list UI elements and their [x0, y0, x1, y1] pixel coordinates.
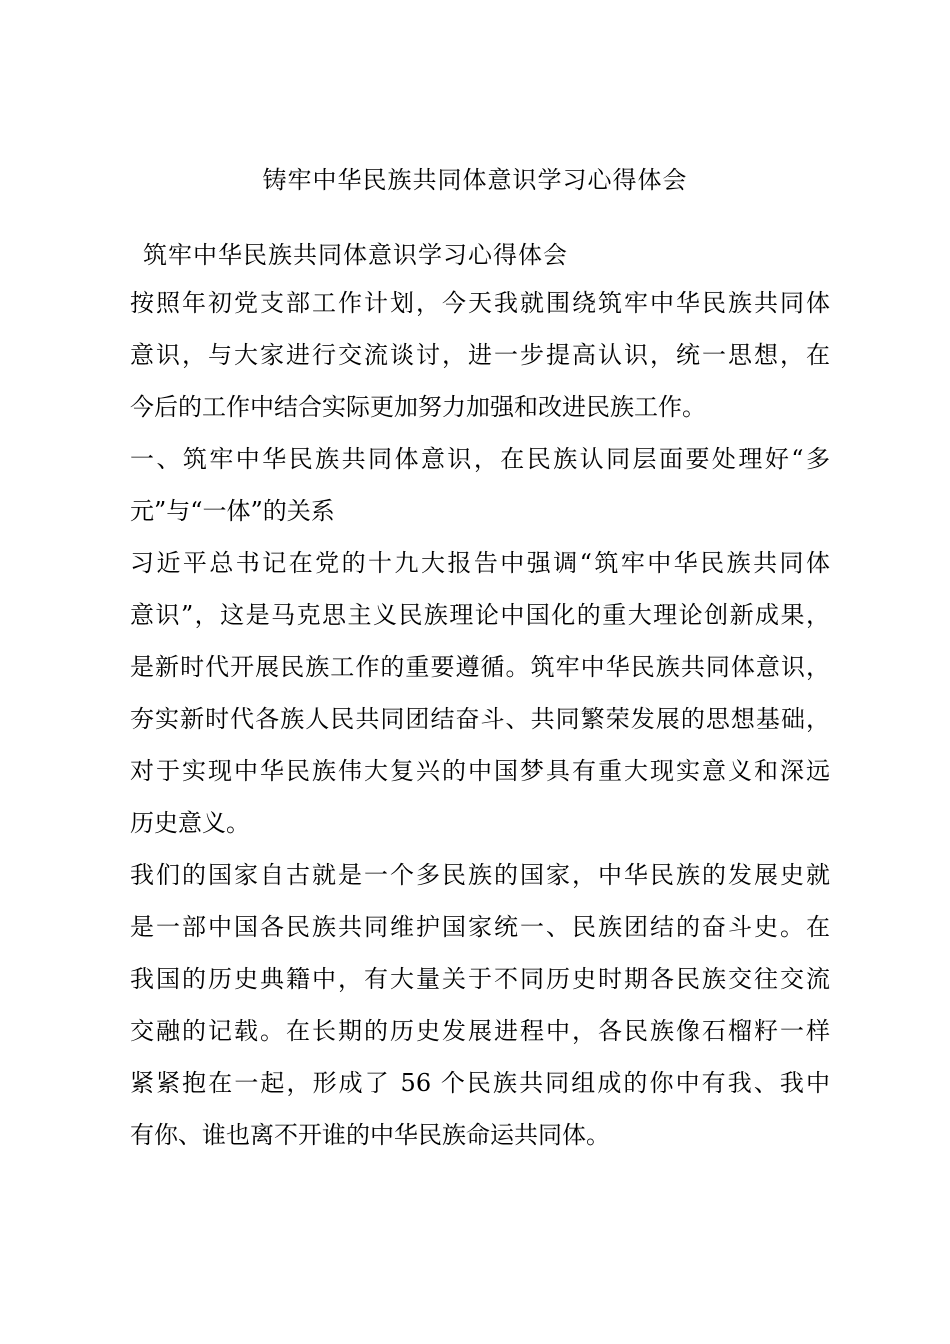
- paragraph-line: 有你、谁也离不开谁的中华民族命运共同体。: [130, 1121, 610, 1149]
- paragraph-line: 紧紧抱在一起，形成了 56 个民族共同组成的你中有我、我中: [130, 1069, 830, 1097]
- paragraph-line: 习近平总书记在党的十九大报告中强调“筑牢中华民族共同体: [130, 549, 830, 577]
- paragraph-line: 意识，与大家进行交流谈讨，进一步提高认识，统一思想，在: [130, 341, 830, 369]
- section-heading-line: 元”与“一体”的关系: [130, 497, 335, 525]
- document-subtitle: 筑牢中华民族共同体意识学习心得体会: [143, 241, 568, 269]
- paragraph-line: 是新时代开展民族工作的重要遵循。筑牢中华民族共同体意识，: [130, 653, 830, 681]
- paragraph-line: 交融的记载。在长期的历史发展进程中，各民族像石榴籽一样: [130, 1017, 830, 1045]
- paragraph-line: 历史意义。: [130, 809, 250, 837]
- section-heading-line: 一、筑牢中华民族共同体意识，在民族认同层面要处理好“多: [130, 445, 830, 473]
- paragraph-line: 意识”，这是马克思主义民族理论中国化的重大理论创新成果，: [130, 601, 830, 629]
- paragraph-line: 今后的工作中结合实际更加努力加强和改进民族工作。: [130, 393, 706, 421]
- paragraph-line: 我们的国家自古就是一个多民族的国家，中华民族的发展史就: [130, 861, 830, 889]
- paragraph-line: 对于实现中华民族伟大复兴的中国梦具有重大现实意义和深远: [130, 757, 830, 785]
- paragraph-line: 我国的历史典籍中，有大量关于不同历史时期各民族交往交流: [130, 965, 830, 993]
- paragraph-line: 夯实新时代各族人民共同团结奋斗、共同繁荣发展的思想基础，: [130, 705, 830, 733]
- document-title: 铸牢中华民族共同体意识学习心得体会: [262, 166, 688, 194]
- paragraph-line: 按照年初党支部工作计划，今天我就围绕筑牢中华民族共同体: [130, 289, 830, 317]
- paragraph-line: 是一部中国各民族共同维护国家统一、民族团结的奋斗史。在: [130, 913, 830, 941]
